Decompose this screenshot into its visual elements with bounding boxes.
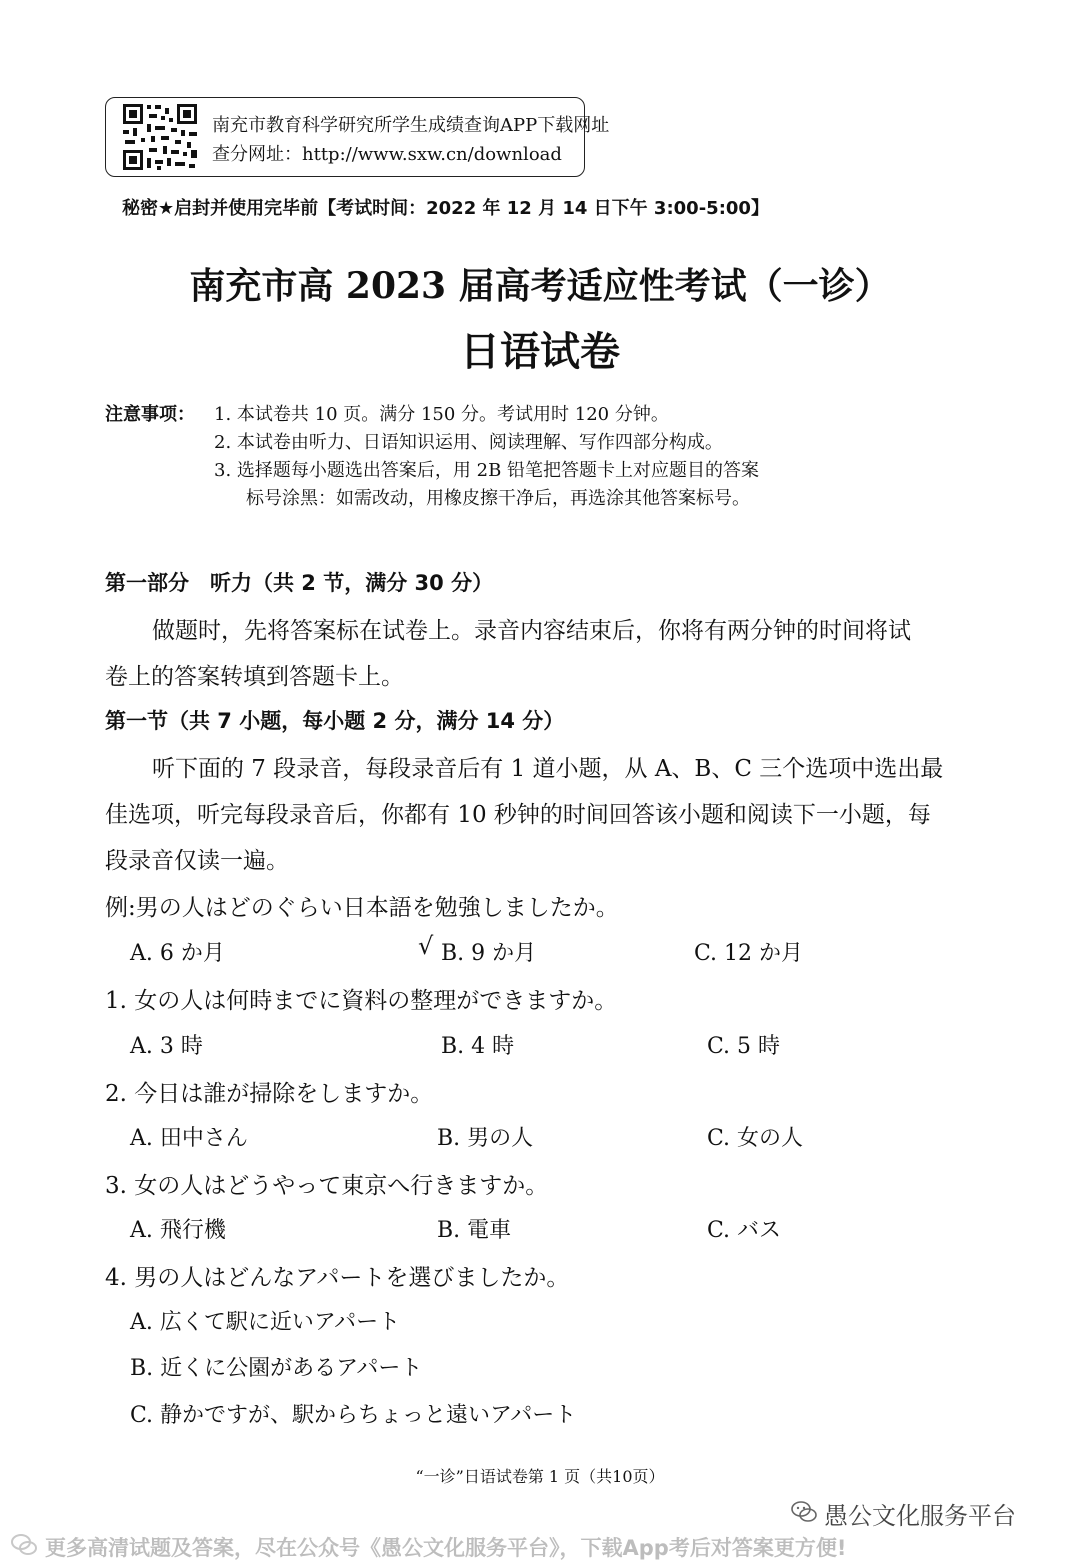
example-option-a: A. 6 か月 [130,941,225,966]
exam-subject-title: 日语试卷 [460,328,620,375]
question-4-option-b[interactable]: B. 近くに公園があるアパート [130,1356,423,1381]
question-2-option-b[interactable]: B. 男の人 [437,1126,534,1151]
question-4-option-a[interactable]: A. 広くて駅に近いアパート [130,1310,401,1335]
question-2-option-a[interactable]: A. 田中さん [130,1126,248,1151]
notice-item: 标号涂黑：如需改动，用橡皮擦干净后，再选涂其他答案标号。 [246,488,750,509]
part1-intro: 做题时，先将答案标在试卷上。录音内容结束后，你将有两分钟的时间将试 [152,618,911,644]
question-1-option-a[interactable]: A. 3 時 [130,1034,203,1059]
qr-line-app-url: 南充市教育科学研究所学生成绩查询APP下载网址 [212,115,610,136]
question-4-option-c[interactable]: C. 静かですが、駅からちょっと遠いアパート [130,1403,577,1428]
wechat-icon [790,1499,818,1525]
wechat-icon [10,1532,38,1558]
qr-code-icon[interactable] [121,102,199,172]
notice-item: 2. 本试卷由听力、日语知识运用、阅读理解、写作四部分构成。 [214,432,723,453]
page-footer: “一诊”日语试卷第 1 页（共10页） [415,1467,665,1486]
question-1: 1. 女の人は何時までに資料の整理ができますか。 [105,988,618,1014]
example-question: 例:男の人はどのぐらい日本語を勉強しましたか。 [105,895,619,921]
question-1-option-b[interactable]: B. 4 時 [441,1034,515,1059]
part1-heading: 第一部分 听力（共 2 节，满分 30 分） [105,571,494,595]
question-3-option-c[interactable]: C. バス [707,1218,782,1243]
notice-item: 1. 本试卷共 10 页。满分 150 分。考试用时 120 分钟。 [214,404,669,425]
check-mark-icon: √ [418,932,434,960]
qr-line-score-url[interactable]: 查分网址：http://www.sxw.cn/download [212,144,562,165]
example-option-b: B. 9 か月 [441,941,537,966]
question-2-option-c[interactable]: C. 女の人 [707,1126,804,1151]
question-3: 3. 女の人はどうやって東京へ行きますか。 [105,1173,549,1199]
exam-secret-notice: 秘密★启封并使用完毕前【考试时间：2022 年 12 月 14 日下午 3:00-5:00】 [122,198,769,219]
section1-instructions: 段录音仅读一遍。 [105,848,289,874]
part1-intro: 卷上的答案转填到答题卡上。 [105,664,404,690]
question-3-option-a[interactable]: A. 飛行機 [130,1218,226,1243]
example-option-c: C. 12 か月 [694,941,804,966]
question-2: 2. 今日は誰が掃除をしますか。 [105,1081,434,1107]
watermark-text: 更多高清试题及答案，尽在公众号《愚公文化服务平台》，下载App考后对答案更方便! [45,1536,847,1560]
exam-title: 南充市高 2023 届高考适应性考试（一诊） [189,265,891,307]
question-3-option-b[interactable]: B. 電車 [437,1218,512,1243]
section1-instructions: 佳选项，听完每段录音后，你都有 10 秒钟的时间回答该小题和阅读下一小题，每 [105,802,931,828]
section1-instructions: 听下面的 7 段录音，每段录音后有 1 道小题，从 A、B、C 三个选项中选出最 [152,756,944,782]
notice-label: 注意事项： [105,404,195,425]
question-4: 4. 男の人はどんなアパートを選びましたか。 [105,1265,570,1291]
watermark-brand: 愚公文化服务平台 [824,1502,1016,1530]
question-1-option-c[interactable]: C. 5 時 [707,1034,781,1059]
section1-heading: 第一节（共 7 小题，每小题 2 分，满分 14 分） [105,709,565,733]
notice-item: 3. 选择题每小题选出答案后，用 2B 铅笔把答题卡上对应题目的答案 [214,460,760,481]
